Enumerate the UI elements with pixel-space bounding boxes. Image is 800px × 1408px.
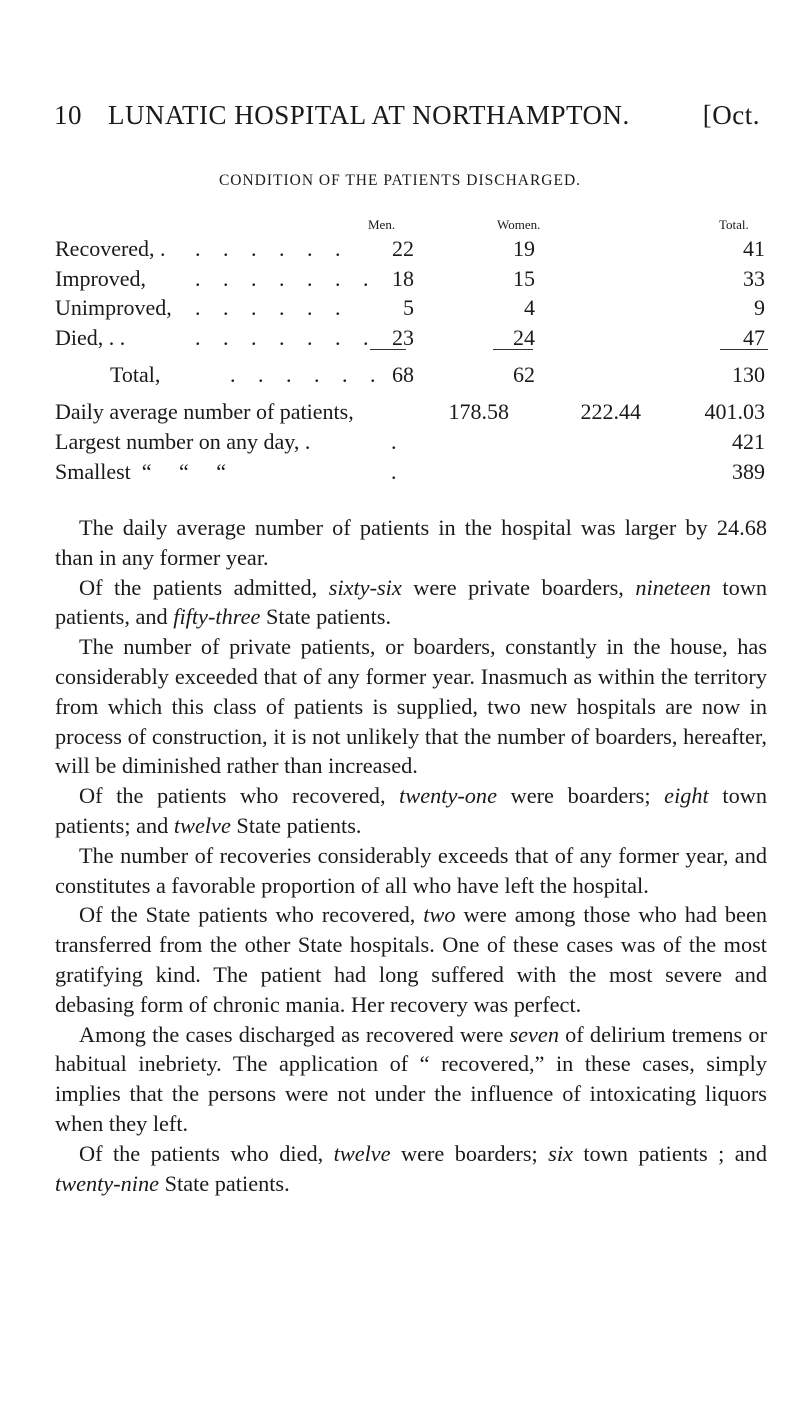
- table-row: [55, 325, 765, 355]
- row-label: Unimproved,: [55, 295, 172, 320]
- stat-men: 178.58: [448, 399, 509, 424]
- sum-rule-men: [370, 349, 406, 350]
- stat-label: Largest number on any day, .: [55, 429, 311, 454]
- stat-row-smallest: [55, 459, 765, 485]
- row-men: 18: [392, 265, 414, 291]
- running-title: LUNATIC HOSPITAL AT NORTHAMPTON.: [108, 100, 630, 130]
- row-label: Recovered, .: [55, 236, 166, 261]
- table-row-total: [55, 362, 765, 392]
- paragraph: Of the patients who recovered, twenty-one were boarders; eight town patients; and twelve State patients.: [55, 783, 767, 838]
- page-header: [54, 100, 760, 131]
- row-total: 9: [754, 295, 765, 320]
- sum-rule-women: [493, 349, 533, 350]
- column-header-total: Total.: [719, 217, 749, 232]
- header-date: [Oct.: [702, 100, 760, 130]
- stat-total: 401.03: [704, 399, 765, 424]
- stat-row-largest: [55, 429, 765, 455]
- table-caption: CONDITION OF THE PATIENTS DISCHARGED.: [218, 172, 582, 189]
- row-men: 22: [392, 236, 414, 261]
- total-women: 62: [513, 362, 535, 387]
- table-row: [55, 266, 765, 296]
- row-women: 15: [513, 265, 535, 291]
- row-total: 47: [743, 324, 765, 350]
- stat-label: Daily average number of patients,: [55, 399, 354, 424]
- row-label: Died, . .: [55, 324, 126, 350]
- row-women: 24: [513, 324, 535, 350]
- row-dots: . . . . . .: [195, 236, 341, 261]
- body-text: [55, 513, 767, 1198]
- total-men: 68: [392, 362, 414, 387]
- row-dots: . . . . . .: [195, 295, 341, 320]
- row-total: 33: [743, 265, 765, 291]
- paragraph: The daily average number of patients in the hospital was larger by 24.68 than in any former year.: [55, 515, 767, 570]
- stat-dot: .: [391, 429, 397, 454]
- stat-women: 222.44: [580, 399, 641, 424]
- row-dots: . . . . . . .: [195, 265, 369, 291]
- total-dots: . . . . . .: [230, 362, 376, 387]
- row-total: 41: [743, 236, 765, 261]
- page-number: 10: [54, 100, 82, 130]
- stat-row-daily-average: [55, 399, 765, 425]
- row-dots: . . . . . . .: [195, 324, 369, 350]
- paragraph: Among the cases discharged as recovered were seven of delirium tremens or habitual inebriety. The application of “ recovered,” in these cases, simply implies that the persons were not under the influence of intoxicating liquors when they left.: [55, 1021, 767, 1136]
- paragraph: Of the patients admitted, sixty-six were private boarders, nineteen town patients, and fifty-three State patients.: [55, 574, 767, 630]
- paragraph: Of the patients who died, twelve were boarders; six town patients ; and twenty-nine State patients.: [55, 1140, 767, 1196]
- paragraph: The number of private patients, or boarders, constantly in the house, has considerably exceeded that of any former year. Inasmuch as within the territory from which this class of patients is supplied, two new hospitals are now in process of construction, it is not unlikely that the number of boarders, hereafter, will be diminished rather than increased.: [55, 634, 767, 779]
- table-row: [55, 236, 765, 266]
- sum-rule-total: [720, 349, 768, 350]
- row-men: 5: [403, 295, 414, 320]
- row-women: 19: [513, 236, 535, 261]
- row-men: 23: [392, 324, 414, 350]
- stat-total: 421: [732, 429, 765, 454]
- table-row: [55, 295, 765, 325]
- row-women: 4: [524, 295, 535, 320]
- stat-total: 389: [732, 459, 765, 484]
- stat-label: Smallest “ “ “: [55, 459, 227, 484]
- paragraph: The number of recoveries considerably exceeds that of any former year, and constitutes a favorable proportion of all who have left the hospital.: [55, 842, 767, 898]
- column-header-men: Men.: [368, 217, 396, 232]
- row-label: Improved,: [55, 265, 147, 291]
- total-label: Total,: [110, 362, 161, 387]
- total-total: 130: [732, 362, 765, 387]
- paragraph: Of the State patients who recovered, two were among those who had been transferred from the other State hospitals. One of these cases was of the most gratifying kind. The patient had long suffered with the most severe and debasing form of chronic mania. Her recovery was perfect.: [55, 902, 767, 1017]
- stat-dot: .: [391, 459, 397, 484]
- column-header-women: Women.: [497, 217, 541, 232]
